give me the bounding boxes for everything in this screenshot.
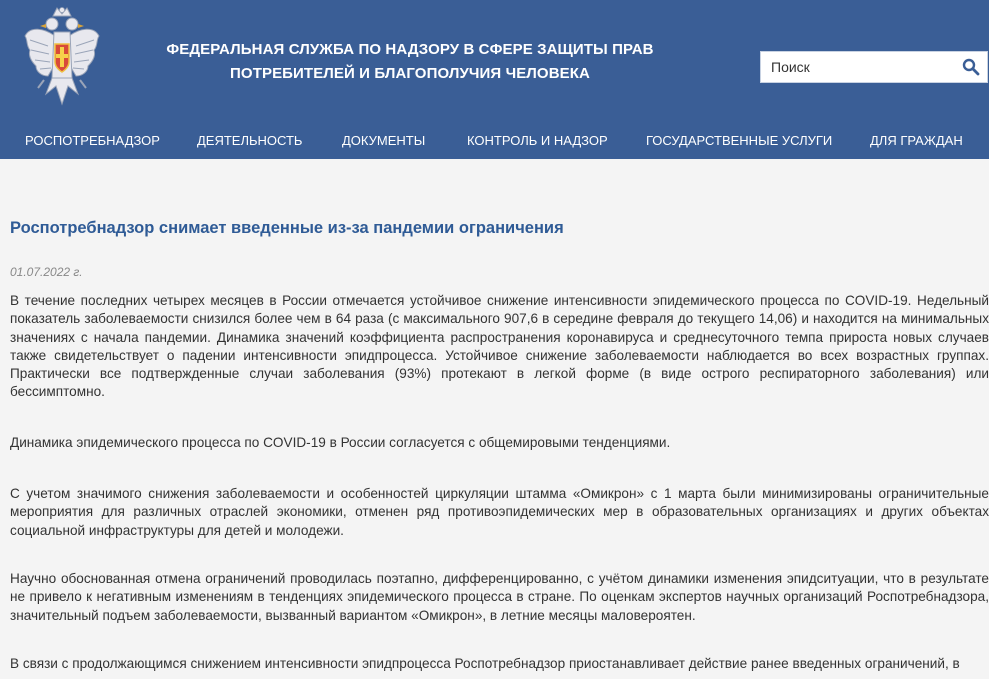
search-button[interactable] xyxy=(959,56,983,78)
main-nav xyxy=(0,122,989,159)
search-icon xyxy=(962,58,980,76)
site-title xyxy=(160,38,660,86)
nav-item-documents[interactable]: ДОКУМЕНТЫ xyxy=(342,133,426,148)
article-title: Роспотребнадзор снимает введенные из-за пандемии ограничения xyxy=(10,219,564,237)
nav-item-citizens[interactable]: ДЛЯ ГРАЖДАН xyxy=(870,133,963,148)
article-paragraph-3: С учетом значимого снижения заболеваемости и особенностей циркуляции штамма «Омикрон» с 1 марта были минимизированы ограничительные мероприятия для различных отраслей экономики, отменен ряд противоэпидемических мер в образовательных организациях и других объектах социальной инфраструктуры для детей и молодежи. xyxy=(10,486,989,538)
article-content xyxy=(0,159,989,679)
article-paragraph-5: В связи с продолжающимся снижением интенсивности эпидпроцесса Роспотребнадзор приостанавливает действие ранее введенных ограничений, в xyxy=(10,656,960,671)
nav-item-activity[interactable]: ДЕЯТЕЛЬНОСТЬ xyxy=(197,133,303,148)
nav-item-control[interactable]: КОНТРОЛЬ И НАДЗОР xyxy=(467,133,608,148)
article-date: 01.07.2022 г. xyxy=(10,265,83,279)
site-title-line-1: ФЕДЕРАЛЬНАЯ СЛУЖБА ПО НАДЗОРУ В СФЕРЕ ЗАЩИТЫ ПРАВ xyxy=(166,41,654,58)
article-paragraph-1: В течение последних четырех месяцев в России отмечается устойчивое снижение интенсивности эпидемического процесса по COVID-19. Недельный показатель заболеваемости снизился более чем в 64 раза (с максимального 907,6 в середине февраля до текущего 14,06) и находится на минимальных значениях с начала пандемии. Динамика значений коэффициента распространения коронавируса и среднесуточного темпа прироста новых случаев также свидетельствует о падении интенсивности эпидпроцесса. Устойчивое снижение заболеваемости наблюдается во всех возрастных группах. Практически все подтвержденные случаи заболевания (93%) протекают в легкой форме (в виде острого респираторного заболевания) или бессимптомно. xyxy=(10,293,989,400)
site-header xyxy=(0,0,989,159)
article-paragraph-4: Научно обоснованная отмена ограничений проводилась поэтапно, дифференцированно, с учётом динамики изменения эпидситуации, что в результате не привело к негативным изменениям в тенденциях эпидемического процесса в стране. По оценкам экспертов научных организаций Роспотребнадзора, значительный подъем заболеваемости, вызванный вариантом «Омикрон», в летние месяцы маловероятен. xyxy=(10,571,989,623)
search-box xyxy=(760,51,988,83)
site-title-line-2: ПОТРЕБИТЕЛЕЙ И БЛАГОПОЛУЧИЯ ЧЕЛОВЕКА xyxy=(230,65,590,82)
double-headed-eagle-emblem-icon[interactable] xyxy=(22,6,102,114)
nav-item-services[interactable]: ГОСУДАРСТВЕННЫЕ УСЛУГИ xyxy=(646,133,833,148)
article-paragraph-2: Динамика эпидемического процесса по COVID-19 в России согласуется с общемировыми тенденциями. xyxy=(10,435,671,450)
nav-item-rospotrebnadzor[interactable]: РОСПОТРЕБНАДЗОР xyxy=(25,133,160,148)
search-input[interactable] xyxy=(761,52,951,82)
